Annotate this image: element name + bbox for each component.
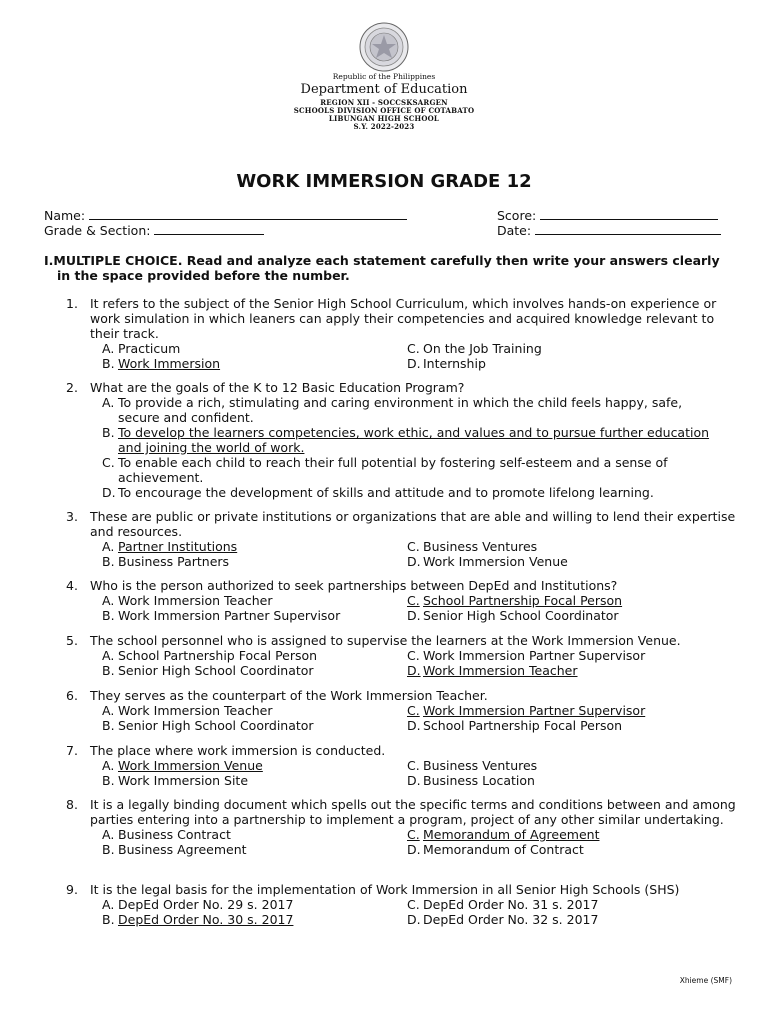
option-c: C. DepEd Order No. 31 s. 2017 bbox=[407, 897, 599, 912]
option-b: B. Work Immersion Partner Supervisor bbox=[102, 608, 341, 623]
option-a: A. Work Immersion Venue bbox=[102, 758, 263, 773]
question-stem: It is a legally binding document which spells out the specific terms and conditions between and among parties entering into a partnership to implement a program, project of any other similar undertaking. bbox=[90, 797, 736, 827]
option-a: A. Business Contract bbox=[102, 827, 231, 842]
option-b: B. Senior High School Coordinator bbox=[102, 718, 314, 733]
division-label: SCHOOLS DIVISION OFFICE OF COTABATO bbox=[293, 106, 475, 115]
option-d: D. Work Immersion Venue bbox=[407, 554, 568, 569]
deped-seal-icon bbox=[359, 22, 409, 72]
option-b: B. Business Agreement bbox=[102, 842, 247, 857]
question-number: 7. bbox=[66, 743, 78, 758]
option-c: C. Memorandum of Agreement bbox=[407, 827, 600, 842]
question-3 bbox=[66, 509, 736, 569]
question-6 bbox=[66, 688, 736, 733]
question-number: 1. bbox=[66, 296, 78, 311]
question-number: 4. bbox=[66, 578, 78, 593]
school-year-label: S.Y. 2022-2023 bbox=[353, 122, 415, 131]
option-d: D. To encourage the development of skills and attitude and to promote lifelong learning. bbox=[102, 485, 654, 500]
option-d: D. Business Location bbox=[407, 773, 535, 788]
option-a: A. Work Immersion Teacher bbox=[102, 703, 273, 718]
date-label: Date: bbox=[497, 223, 532, 238]
question-stem: Who is the person authorized to seek partnerships between DepEd and Institutions? bbox=[90, 578, 618, 593]
option-c: C. Business Ventures bbox=[407, 539, 538, 554]
question-stem: What are the goals of the K to 12 Basic Education Program? bbox=[90, 380, 465, 395]
question-number: 2. bbox=[66, 380, 78, 395]
question-number: 3. bbox=[66, 509, 78, 524]
name-blank[interactable] bbox=[89, 208, 407, 220]
option-a: A. Partner Institutions bbox=[102, 539, 238, 554]
option-c: C. Work Immersion Partner Supervisor bbox=[407, 703, 646, 718]
name-field bbox=[44, 208, 407, 223]
option-b: B. DepEd Order No. 30 s. 2017 bbox=[102, 912, 294, 927]
question-4 bbox=[66, 578, 736, 623]
page-title: WORK IMMERSION GRADE 12 bbox=[236, 171, 532, 192]
question-stem: It refers to the subject of the Senior High School Curriculum, which involves hands-on experience or work simulation in which leaners can apply their competencies and acquired knowledge relevant to their track. bbox=[90, 296, 717, 341]
school-label: LIBUNGAN HIGH SCHOOL bbox=[328, 114, 440, 123]
option-b: B. Business Partners bbox=[102, 554, 230, 569]
score-field bbox=[497, 208, 718, 223]
grade-section-label: Grade & Section: bbox=[44, 223, 151, 238]
question-stem: They serves as the counterpart of the Work Immersion Teacher. bbox=[90, 688, 488, 703]
question-2 bbox=[66, 380, 736, 500]
question-stem: These are public or private institutions or organizations that are able and willing to lend their expertise and resources. bbox=[90, 509, 736, 539]
option-d: D. Memorandum of Contract bbox=[407, 842, 584, 857]
option-c: C. Business Ventures bbox=[407, 758, 538, 773]
question-number: 8. bbox=[66, 797, 78, 812]
score-label: Score: bbox=[497, 208, 537, 223]
question-9 bbox=[66, 882, 736, 927]
option-b: B. Senior High School Coordinator bbox=[102, 663, 314, 678]
option-c: C. School Partnership Focal Person bbox=[407, 593, 623, 608]
grade-section-field bbox=[44, 223, 264, 238]
date-field bbox=[497, 223, 721, 238]
option-c: C. To enable each child to reach their full potential by fostering self-esteem and a sense of achievement. bbox=[102, 455, 668, 485]
department-label: Department of Education bbox=[300, 82, 468, 97]
instructions-line2: in the space provided before the number. bbox=[57, 268, 350, 283]
option-d: D. Internship bbox=[407, 356, 486, 371]
option-c: C. Work Immersion Partner Supervisor bbox=[407, 648, 646, 663]
option-a: A. Work Immersion Teacher bbox=[102, 593, 273, 608]
instructions bbox=[44, 253, 734, 283]
republic-label: Republic of the Philippines bbox=[332, 72, 436, 81]
region-label: REGION XII - SOCCSKSARGEN bbox=[320, 98, 448, 107]
question-7 bbox=[66, 743, 736, 788]
option-d: D. DepEd Order No. 32 s. 2017 bbox=[407, 912, 599, 927]
footer-credit: Xhieme (SMF) bbox=[679, 976, 732, 985]
grade-section-blank[interactable] bbox=[154, 223, 264, 235]
option-a: A. DepEd Order No. 29 s. 2017 bbox=[102, 897, 294, 912]
question-5 bbox=[66, 633, 736, 678]
option-a: A. Practicum bbox=[102, 341, 181, 356]
question-stem: It is the legal basis for the implementation of Work Immersion in all Senior High Schools (SHS) bbox=[90, 882, 680, 897]
score-blank[interactable] bbox=[540, 208, 718, 220]
option-d: D. School Partnership Focal Person bbox=[407, 718, 623, 733]
question-number: 6. bbox=[66, 688, 78, 703]
instructions-line1: I.MULTIPLE CHOICE. Read and analyze each statement carefully then write your answers clearly bbox=[44, 253, 720, 268]
option-a: A. School Partnership Focal Person bbox=[102, 648, 318, 663]
option-c: C. On the Job Training bbox=[407, 341, 542, 356]
question-1 bbox=[66, 296, 736, 371]
option-d: D. Work Immersion Teacher bbox=[407, 663, 578, 678]
option-b: B. Work Immersion Site bbox=[102, 773, 249, 788]
option-b: B. Work Immersion bbox=[102, 356, 221, 371]
question-number: 5. bbox=[66, 633, 78, 648]
option-a: A. To provide a rich, stimulating and caring environment in which the child feels happy, safe, secure and confident. bbox=[102, 395, 683, 425]
option-b: B. To develop the learners competencies, work ethic, and values and to pursue further education and joining the world of work. bbox=[102, 425, 710, 455]
question-stem: The school personnel who is assigned to supervise the learners at the Work Immersion Venue. bbox=[90, 633, 681, 648]
option-d: D. Senior High School Coordinator bbox=[407, 608, 619, 623]
question-number: 9. bbox=[66, 882, 78, 897]
question-stem: The place where work immersion is conducted. bbox=[90, 743, 386, 758]
question-8 bbox=[66, 797, 736, 857]
date-blank[interactable] bbox=[535, 223, 721, 235]
name-label: Name: bbox=[44, 208, 86, 223]
